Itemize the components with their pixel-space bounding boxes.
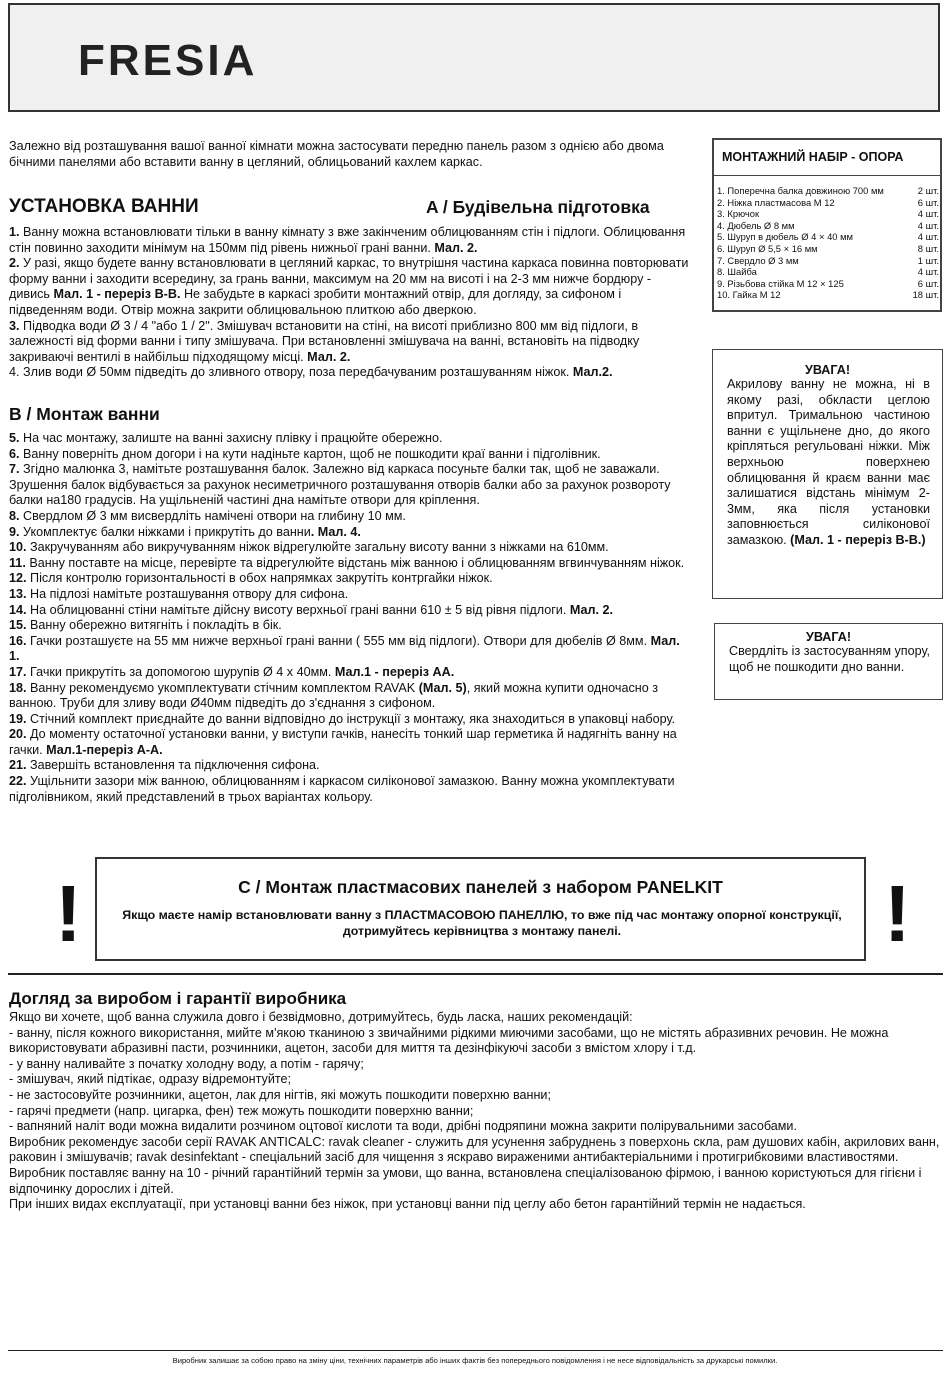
- item-text: У разі, якщо будете ванну встановлювати в цегляний каркас, то внутрішня частина каркаса повинна повторювати форму ванни і заходити всередину, за грань ванни, максимум на 20 мм на висоті і на 2-3 мм нижче бордюру - дивись: [9, 256, 689, 302]
- item-reference: Мал.1 - переріз АА.: [334, 664, 455, 679]
- item-text: На час монтажу, залиште на ванні захисну плівку і працюйте обережно.: [23, 431, 443, 445]
- intro-text: Залежно від розташування вашої ванної кімнати можна застосувати передню панель разом з однією або двома бічними панелями або вставити ванну в цегляний, облицьований кахлем каркас.: [9, 139, 664, 169]
- item-number: 18.: [9, 680, 27, 695]
- kit-item-name: 7. Свердло Ø 3 мм: [717, 254, 799, 266]
- item-text: Після контролю горизонтальності в обох напрямках закрутіть контргайки ніжок.: [30, 571, 493, 586]
- item-number: 1.: [9, 225, 20, 239]
- care-line: При інших видах експлуатації, при установці ванни без ніжок, при установці ванни під цеглу або бетон гарантійний термін не надається.: [9, 1197, 806, 1212]
- kit-item-qty: 4 шт.: [917, 219, 939, 231]
- kit-item-name: 8. Шайба: [717, 266, 757, 278]
- kit-item: [717, 266, 939, 278]
- kit-item: [717, 231, 939, 243]
- kit-item-qty: 2 шт.: [917, 185, 939, 196]
- kit-item-name: 10. Гайка М 12: [717, 289, 781, 301]
- list-item: [9, 758, 689, 774]
- list-item: [9, 571, 689, 587]
- warning-text: Акрилову ванну не можна, ні в якому разі, обкласти цеглою впритул. Тримальною частиною ванни є ущільнене дно, до якого кріпляться регульовані ніжки. Між верхньою поверхнею облицювання й краєм ванни має залишатися відстань мінімум 2-3мм, яка після установки заповнюється силіконової замазкою. (Мал. 1 - переріз B-B.): [727, 377, 930, 547]
- list-item: [9, 712, 689, 728]
- item-text: Злив води Ø 50мм підведіть до зливного отвору, поза передбачуваним розташуванням ніжок.: [23, 365, 573, 380]
- item-text: Закручуванням або викручуванням ніжок відрегулюйте загальну висоту ванни з ніжками на 610мм.: [30, 540, 609, 555]
- item-number: 22.: [9, 774, 27, 789]
- warning-text: Свердліть із застосуванням упору, щоб не пошкодити дно ванни.: [729, 644, 931, 674]
- care-heading: Догляд за виробом і гарантії виробника: [9, 989, 347, 1008]
- item-reference: Мал. 2.: [569, 602, 613, 617]
- care-line: Якщо ви хочете, щоб ванна служила довго і безвідмовно, дотримуйтесь, будь ласка, наших рекомендацій:: [9, 1010, 633, 1024]
- list-item: [9, 431, 689, 447]
- section-c-box: [95, 857, 866, 961]
- kit-item: [717, 243, 939, 255]
- care-line: - змішувач, який підтікає, одразу відремонтуйте;: [9, 1072, 292, 1087]
- exclamation-icon: !: [55, 869, 82, 958]
- list-item: [9, 540, 689, 556]
- item-text: Ванну поставте на місце, перевірте та відрегулюйте відстань між ванною і облицюванням вгвинчуванням ніжок.: [29, 555, 685, 570]
- list-item: [9, 727, 689, 758]
- warning-box-drill: [714, 623, 943, 700]
- mounting-kit-box: [712, 138, 942, 312]
- kit-item: [717, 278, 939, 290]
- list-item: [9, 462, 689, 509]
- mounting-kit-divider: [714, 175, 940, 176]
- item-number: 3.: [9, 318, 20, 333]
- item-reference: Мал. 2.: [434, 240, 478, 255]
- section-install-heading: УСТАНОВКА ВАННИ: [9, 196, 199, 217]
- footer-disclaimer: Виробник залишає за собою право на зміну ціни, технічних параметрів або інших фактів без попереднього повідомлення і не несе відповідальність за друкарські помилки.: [172, 1356, 778, 1365]
- list-item: [9, 556, 689, 572]
- item-number: 8.: [9, 508, 20, 523]
- item-reference: Мал. 2.: [307, 349, 351, 364]
- item-text: Завершіть встановлення та підключення сифона.: [30, 758, 320, 773]
- kit-item-name: 4. Дюбель Ø 8 мм: [717, 219, 795, 231]
- item-number: 20.: [9, 727, 27, 742]
- item-reference: (Мал. 5): [418, 680, 467, 695]
- item-text: Свердлом Ø 3 мм висвердліть намічені отвори на глибину 10 мм.: [23, 508, 406, 523]
- mounting-kit-list: [717, 185, 939, 301]
- care-line: - гарячі предмети (напр. цигарка, фен) теж можуть пошкодити поверхню ванни;: [9, 1103, 474, 1118]
- kit-item-qty: 4 шт.: [917, 266, 939, 278]
- kit-item-qty: 6 шт.: [917, 196, 939, 208]
- kit-item-name: 2. Ніжка пластмасова М 12: [717, 196, 835, 208]
- item-text-after: Не забудьте в каркасі зробити монтажний отвір, для догляду, за сифоном і підведенням води. Отвір можна закрити облицювальною плиткою або дверкою.: [9, 287, 622, 317]
- list-item: [9, 774, 689, 805]
- item-text: На облицюванні стіни намітьте дійсну висоту верхньої грані ванни 610 ± 5 від рівня підлоги.: [30, 602, 570, 617]
- care-line: - не застосовуйте розчинники, ацетон, лак для нігтів, які можуть пошкодити поверхню ванни;: [9, 1087, 551, 1102]
- item-text: Згідно малюнка 3, намітьте розташування балок. Залежно від каркаса посуньте балки так, щоб не заважали. Зрушення балок відбувається за рахунок несиметричного розташування отворів балки або за рахунок розвороту балки на180 градусів. На ущільненій частині дна намітьте отвори для кріплення.: [9, 462, 671, 508]
- kit-item-qty: 4 шт.: [917, 231, 939, 243]
- kit-item-qty: 8 шт.: [917, 242, 939, 254]
- item-text-after: , який можна купити одночасно з ванною. Труби для зливу води Ø40мм підведіть до з'єднання з сифоном.: [9, 680, 658, 711]
- list-item: [9, 447, 689, 463]
- item-reference: Мал. 1 - переріз В-В.: [53, 287, 181, 302]
- item-text: На підлозі намітьте розташування отвору для сифона.: [30, 586, 349, 601]
- item-text: Ущільнити зазори між ванною, облицюванням і каркасом силіконової замазкою. Ванну можна укомплектувати підголівником, який представлений в трьох варіантах кольору.: [9, 774, 675, 804]
- kit-item-name: 9. Різьбова стійка М 12 × 125: [717, 277, 844, 289]
- item-number: 11.: [9, 555, 26, 570]
- kit-item: [717, 289, 939, 301]
- kit-item-qty: 6 шт.: [917, 277, 939, 289]
- kit-item-name: 3. Крючок: [717, 208, 760, 220]
- list-item: [9, 509, 689, 525]
- item-number: 7.: [9, 462, 20, 477]
- item-text: Ванну можна встановлювати тільки в ванну кімнату з вже закінченим облицюванням стін і підлоги. Облицювання стін повинно заходити мінімум на 150мм під рівень нижньої грані ванни.: [9, 225, 686, 255]
- kit-item: [717, 185, 939, 197]
- list-item: [9, 603, 689, 619]
- list-item: [9, 681, 689, 712]
- page-title: FRESIA: [78, 36, 258, 85]
- care-line: - вапняний наліт води можна видалити розчином оцтової кислоти та води, дрібні подряпини можна закрити полірувальними засобами.: [9, 1119, 797, 1134]
- item-number: 16.: [9, 633, 27, 648]
- item-reference: . Мал. 4.: [310, 524, 361, 539]
- list-item: [9, 225, 689, 256]
- section-c-text: Якщо маєте намір встановлювати ванну з ПЛАСТМАСОВОЮ ПАНЕЛЛЮ, то вже під час монтажу опорної конструкції, дотримуйтесь керівництва з монтажу панелі.: [122, 908, 842, 938]
- mounting-kit-title: МОНТАЖНИЙ НАБІР - ОПОРА: [722, 150, 904, 164]
- list-item: [9, 665, 689, 681]
- warning-title: УВАГА!: [804, 363, 851, 377]
- list-item: [9, 256, 689, 318]
- item-number: 21.: [9, 758, 27, 773]
- section-a-list: [9, 225, 689, 381]
- item-number: 12.: [9, 571, 27, 586]
- item-text: Гачки розташуєте на 55 мм нижче верхньої грані ванни ( 555 мм від підлоги). Отвори для дюбелів Ø 8мм.: [30, 633, 651, 648]
- item-reference: Мал.1-переріз А-А.: [46, 742, 163, 757]
- kit-item: [717, 220, 939, 232]
- list-item: [9, 365, 689, 381]
- kit-item-qty: 18 шт.: [912, 289, 939, 301]
- care-line: Виробник рекомендує засоби серії RAVAK ANTICALC: ravak cleaner - служить для усунення забруднень з поверхонь скла, рам душових кабін, акрилових ванн, раковин і змішувачів; ravak desinfektant - спеціальний засіб для чищення з яскраво вираженими антибактеріальними і протигрибковими властивостями.: [9, 1134, 940, 1165]
- item-number: 14.: [9, 602, 27, 617]
- item-number: 2.: [9, 256, 20, 271]
- exclamation-icon: !: [884, 869, 911, 958]
- kit-item-name: 6. Шуруп Ø 5,5 × 16 мм: [717, 242, 818, 254]
- care-text: [9, 1010, 944, 1213]
- item-number: 6.: [9, 446, 20, 461]
- item-text: Укомплектує балки ніжками і прикрутіть до ванни: [23, 524, 311, 539]
- care-line: - у ванну наливайте з початку холодну воду, а потім - гарячу;: [9, 1056, 364, 1071]
- divider: [8, 973, 943, 975]
- section-c-heading: C / Монтаж пластмасових панелей з набором PANELKIT: [238, 877, 723, 897]
- kit-item-name: 1. Поперечна балка довжиною 700 мм: [717, 185, 884, 196]
- care-line: - ванну, після кожного використання, мийте м'якою тканиною з звичайними рідкими миючими засобами, що не містять абразивних речовин. Не можна використовувати абразивні пасти, розчинники, ацетон, засоби для миття та дезінфікуючі засоби з вмістом хлору і т.д.: [9, 1025, 889, 1056]
- item-text: До моменту остаточної установки ванни, у виступи гачків, нанесіть тонкий шар герметика й надягніть ванну на гачки.: [9, 727, 677, 757]
- item-reference: Мал. 1.: [9, 633, 680, 664]
- item-number: 4.: [9, 365, 20, 380]
- item-text: Підводка води Ø 3 / 4 "або 1 / 2". Змішувач встановити на стіні, на висоті приблизно 800 мм від підлоги, в залежності від форми ванни і типу змішувача. При встановленні змішувача на ванні, встановіть на підводку закриваючі вентилі в найбільш підходящому місці.: [9, 318, 640, 364]
- item-number: 13.: [9, 586, 27, 601]
- item-number: 19.: [9, 711, 27, 726]
- item-number: 10.: [9, 540, 27, 555]
- kit-item-name: 5. Шуруп в дюбель Ø 4 × 40 мм: [717, 231, 854, 243]
- kit-item: [717, 255, 939, 267]
- item-text: Ванну поверніть дном догори і на кути надіньте картон, щоб не пошкодити краї ванни і підголівник.: [23, 446, 601, 461]
- item-text: Гачки прикрутіть за допомогою шурупів Ø 4 х 40мм.: [30, 664, 335, 679]
- divider: [8, 1350, 943, 1351]
- care-line: Виробник поставляє ванну на 10 - річний гарантійний термін за умови, що ванна, встановлена спеціалізованою фірмою, і ванною користуються для гігієни і відпочинку дорослих і дітей.: [9, 1165, 922, 1196]
- list-item: [9, 587, 689, 603]
- item-text: Ванну рекомендуємо укомплектувати стічним комплектом RAVAK: [30, 680, 419, 695]
- item-reference: Мал.2.: [572, 365, 613, 380]
- section-b-heading: B / Монтаж ванни: [9, 404, 160, 424]
- warning-box-acrylic: [712, 349, 943, 599]
- list-item: [9, 319, 689, 366]
- item-number: 5.: [9, 431, 20, 445]
- kit-item: [717, 197, 939, 209]
- list-item: [9, 525, 689, 541]
- list-item: [9, 618, 689, 634]
- kit-item: [717, 208, 939, 220]
- item-number: 17.: [9, 664, 27, 679]
- section-a-heading: A / Будівельна підготовка: [426, 197, 650, 217]
- item-number: 9.: [9, 524, 20, 539]
- list-item: [9, 634, 689, 665]
- warning-title: УВАГА!: [805, 630, 852, 644]
- item-text: Ванну обережно витягніть і покладіть в бік.: [30, 618, 282, 633]
- section-b-list: [9, 431, 689, 805]
- kit-item-qty: 1 шт.: [917, 254, 939, 266]
- item-number: 15.: [9, 618, 27, 633]
- kit-item-qty: 4 шт.: [917, 208, 939, 220]
- item-text: Стічний комплект приєднайте до ванни відповідно до інструкції з монтажу, яка знаходиться в упаковці набору.: [30, 711, 675, 726]
